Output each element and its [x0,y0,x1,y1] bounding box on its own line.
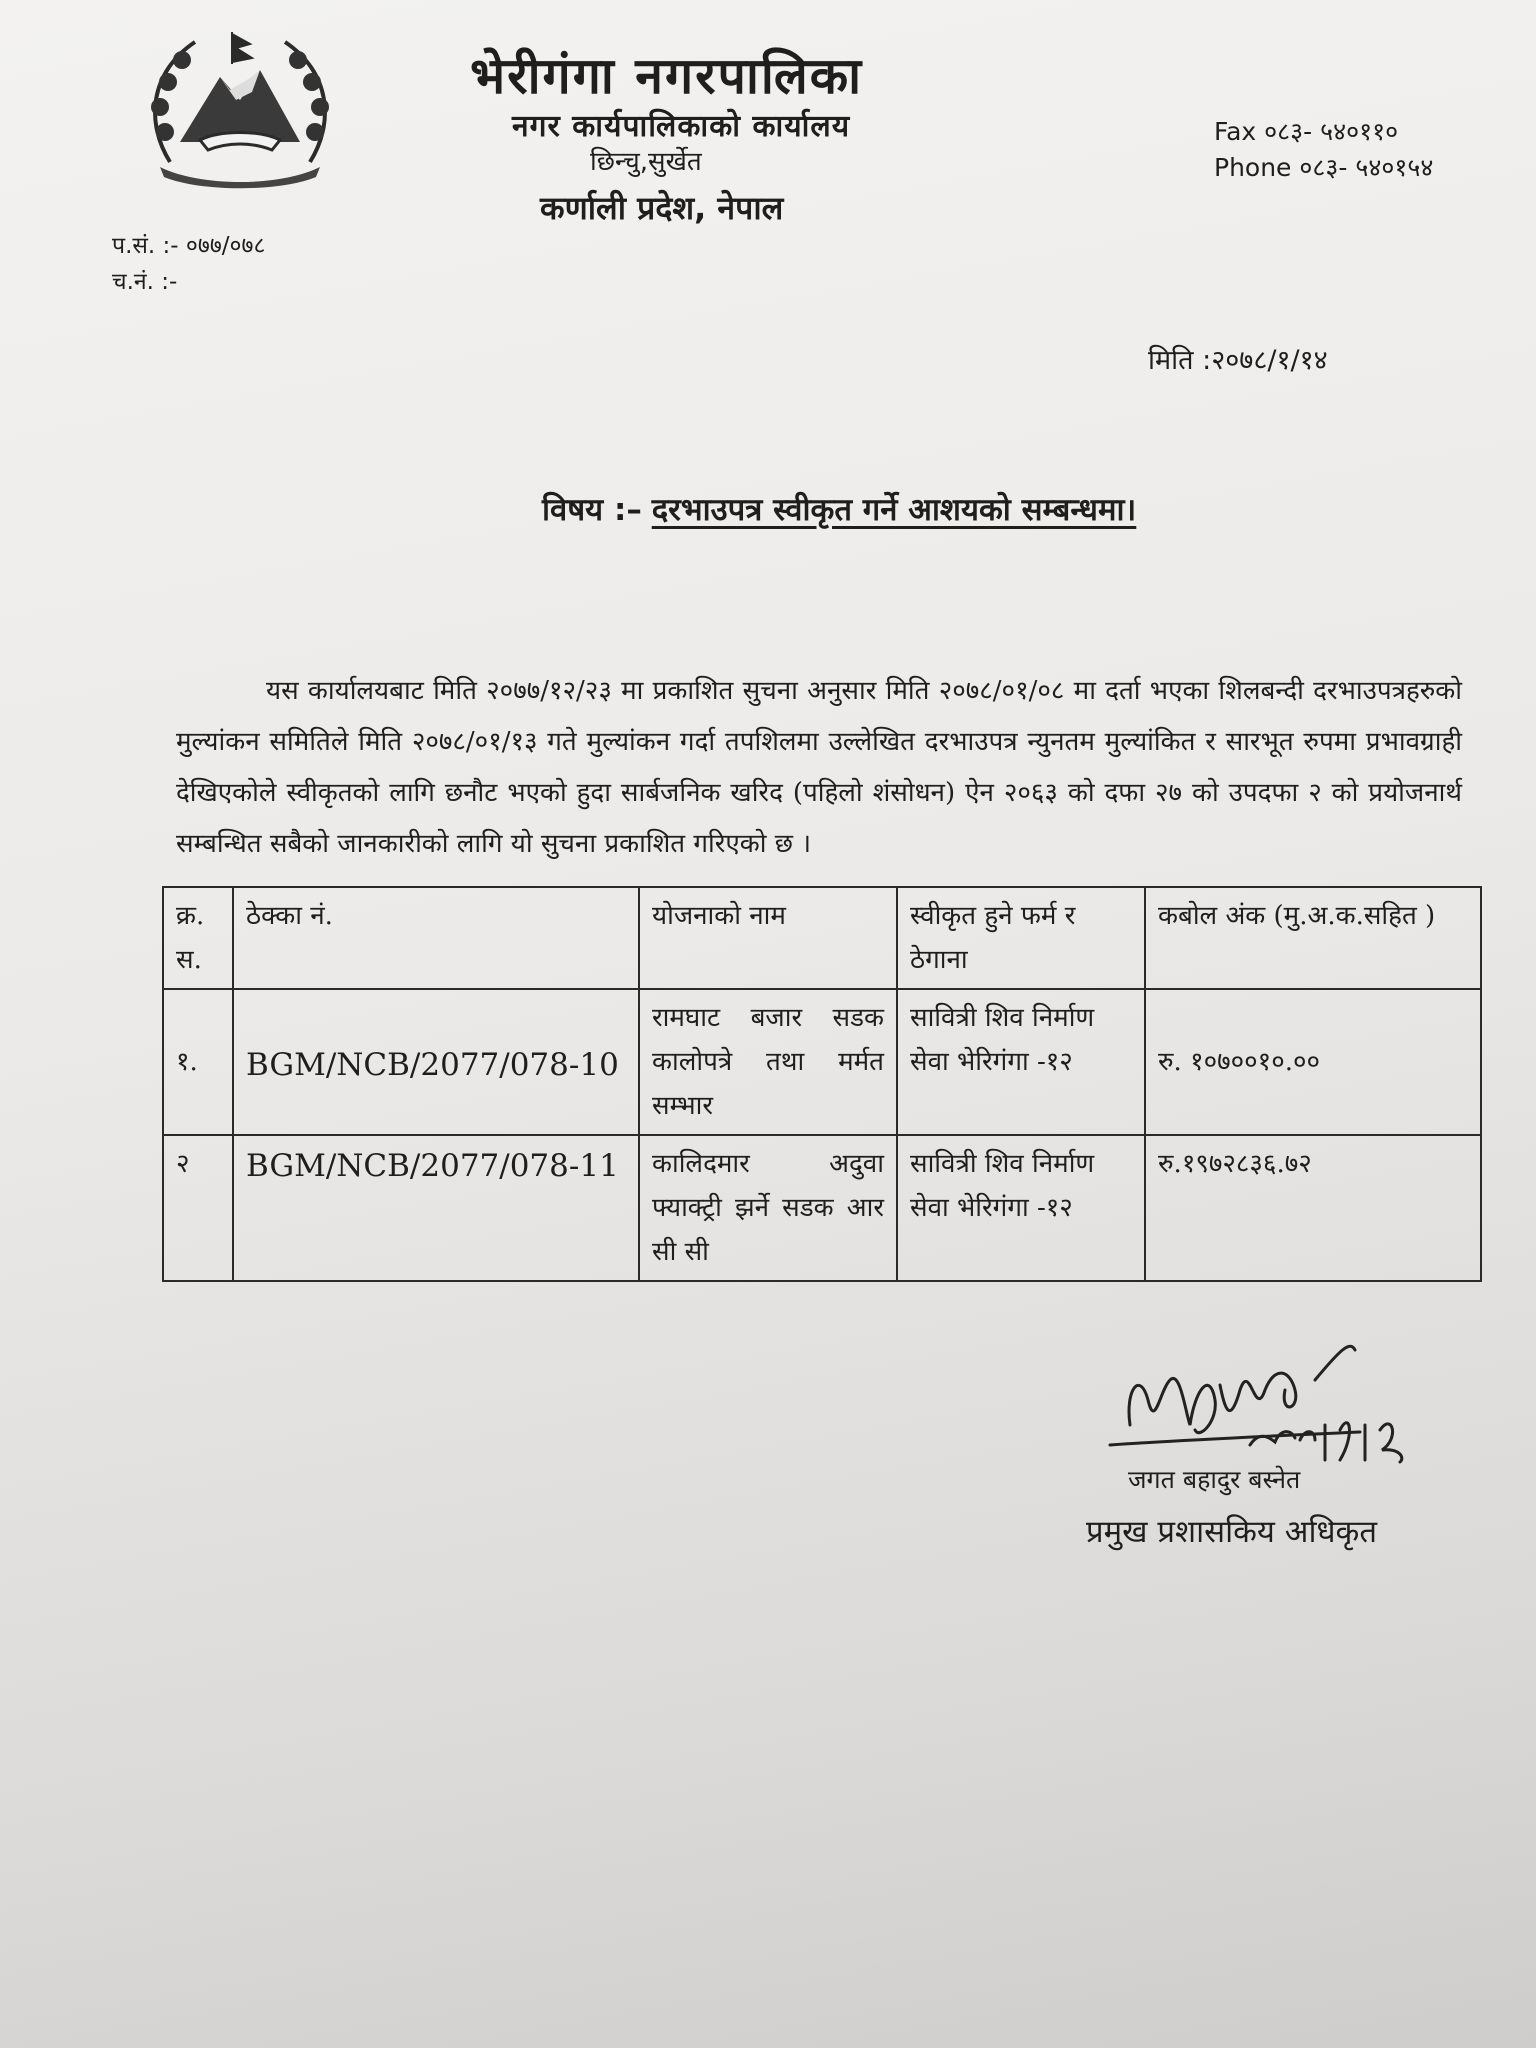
cell-sn: १. [163,989,233,1135]
signatory-title: प्रमुख प्रशासकिय अधिकृत [1086,1514,1378,1550]
table-header-row [163,887,1481,989]
office-address: छिन्चु,सुर्खेत [590,147,702,177]
signature-image [1100,1330,1480,1480]
cell-firm: सावित्री शिव निर्माण सेवा भेरिगंगा -१२ [897,1135,1145,1281]
reference-block [112,228,265,300]
cell-project: रामघाट बजार सडक कालोपत्रे तथा मर्मत सम्भार [639,989,897,1135]
cell-project: कालिदमार अदुवा फ्याक्ट्री झर्ने सडक आर सी सी [639,1135,897,1281]
col-header-amount: कबोल अंक (मु.अ.क.सहित ) [1145,887,1481,989]
award-table [162,886,1482,1282]
signatory-name: जगत बहादुर बस्नेत [1128,1465,1301,1494]
col-header-firm: स्वीकृत हुने फर्म र ठेगाना [897,887,1145,989]
cell-contract-no: BGM/NCB/2077/078-11 [233,1135,639,1281]
table-row [163,1135,1481,1281]
letter-date: मिति :२०७८/१/१४ [1148,345,1328,376]
cell-amount: रु.१९७२८३६.७२ [1145,1135,1481,1281]
cell-contract-no: BGM/NCB/2077/078-10 [233,989,639,1135]
phone-number: Phone ०८३- ५४०१५४ [1214,153,1434,182]
province-country: कर्णाली प्रदेश, नेपाल [540,189,784,227]
col-header-contract: ठेक्का नं. [233,887,639,989]
fax-number: Fax ०८३- ५४०११० [1214,117,1399,146]
cell-amount: रु. १०७००१०.०० [1145,989,1481,1135]
cell-firm: सावित्री शिव निर्माण सेवा भेरिगंगा -१२ [897,989,1145,1135]
subject-line [542,488,1136,530]
letter-number: प.सं. :- ०७७/०७८ [112,233,266,259]
col-header-sn: क्र. स. [163,887,233,989]
office-name: नगर कार्यपालिकाको कार्यालय [512,109,851,144]
nepal-emblem-icon [140,22,340,192]
subject-text: दरभाउपत्र स्वीकृत गर्ने आशयको सम्बन्धमा। [651,492,1137,528]
cell-sn: २ [163,1135,233,1281]
subject-label: विषय :– [542,492,642,528]
body-paragraph: यस कार्यालयबाट मिति २०७७/१२/२३ मा प्रकाशित सुचना अनुसार मिति २०७८/०१/०८ मा दर्ता भएका शिलबन्दी दरभाउपत्रहरुको मुल्यांकन समितिले मिति २०७८/०१/१३ गते मुल्यांकन गर्दा तपशिलमा उल्लेखित दरभाउपत्र न्युनतम मुल्यांकित र सारभूत रुपमा प्रभावग्राही देखिएकोले स्वीकृतको लागि छनौट भएको हुदा सार्बजनिक खरिद (पहिलो शंसोधन) ऐन २०६३ को दफा २७ को उपदफा २ को प्रयोजनार्थ सम्बन्धित सबैको जानकारीको लागि यो सुचना प्रकाशित गरिएको छ । [176,676,1462,859]
contact-block [1214,114,1433,186]
dispatch-number: च.नं. :- [112,269,178,295]
col-header-project: योजनाको नाम [639,887,897,989]
municipality-name: भेरीगंगा नगरपालिका [470,47,864,105]
table-row [163,989,1481,1135]
